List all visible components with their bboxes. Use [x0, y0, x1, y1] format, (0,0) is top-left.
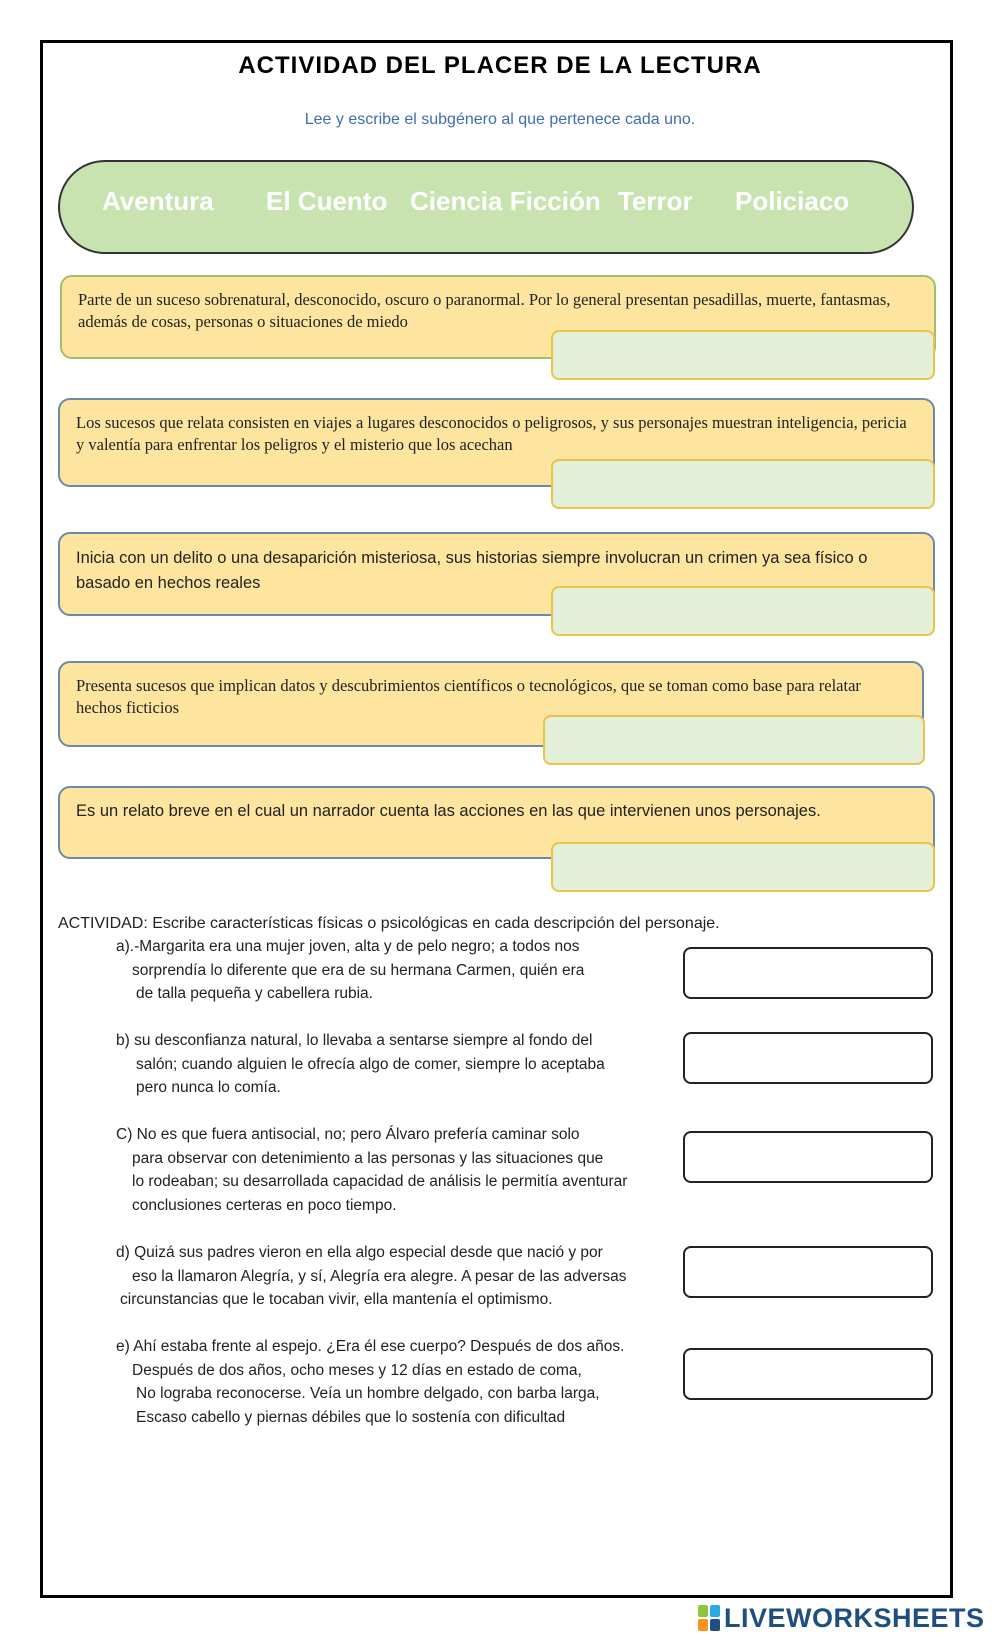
character-e-line-1: e) Ahí estaba frente al espejo. ¿Era él ese cuerpo? Después de dos años. [116, 1338, 625, 1355]
liveworksheets-logo-icon [698, 1605, 720, 1631]
genre-answer-field-1[interactable] [551, 330, 935, 380]
genre-aventura: Aventura [102, 186, 214, 216]
character-e-line-2: Después de dos años, ocho meses y 12 días en estado de coma, [132, 1361, 582, 1379]
genre-terror: Terror [618, 186, 693, 216]
character-description-d [116, 1241, 627, 1312]
character-c-line-2: para observar con detenimiento a las personas y las situaciones que [132, 1149, 604, 1167]
description-text-3: Inicia con un delito o una desaparición misteriosa, sus historias siempre involucran un crimen ya sea físico o basado en hechos reales [76, 549, 868, 592]
character-c-line-1: C) No es que fuera antisocial, no; pero Álvaro prefería caminar solo [116, 1126, 580, 1143]
description-text-1: Parte de un suceso sobrenatural, desconocido, oscuro o paranormal. Por lo general presentan pesadillas, muerte, fantasmas, además de cosas, personas o situaciones de miedo [78, 290, 891, 331]
character-answer-field-d[interactable] [683, 1246, 933, 1298]
character-description-a [116, 935, 584, 1006]
instruction-text: Lee y escribe el subgénero al que pertenece cada uno. [304, 111, 696, 128]
genre-answer-field-5[interactable] [551, 842, 935, 892]
page-title: ACTIVIDAD DEL PLACER DE LA LECTURA [238, 52, 762, 79]
character-d-line-1: d) Quizá sus padres vieron en ella algo especial desde que nació y por [116, 1244, 603, 1261]
character-c-line-4: conclusiones certeras en poco tiempo. [132, 1196, 397, 1214]
character-d-line-3: circunstancias que le tocaban vivir, ella mantenía el optimismo. [120, 1291, 553, 1308]
genre-el-cuento: El Cuento [266, 186, 388, 216]
liveworksheets-brand: LIVEWORKSHEETS [724, 1602, 985, 1633]
character-c-line-3: lo rodeaban; su desarrollada capacidad de análisis le permitía aventurar [132, 1173, 628, 1190]
character-a-line-1: a).-Margarita era una mujer joven, alta y de pelo negro; a todos nos [116, 938, 580, 955]
description-text-4: Presenta sucesos que implican datos y descubrimientos científicos o tecnológicos, que se toman como base para relatar hechos ficticios [76, 676, 861, 717]
genre-answer-field-3[interactable] [551, 586, 935, 636]
character-description-c [116, 1123, 627, 1217]
character-e-line-3: No lograba reconocerse. Veía un hombre delgado, con barba larga, [136, 1385, 600, 1402]
character-b-line-3: pero nunca lo comía. [136, 1079, 281, 1096]
character-answer-field-a[interactable] [683, 947, 933, 999]
character-description-b [116, 1029, 605, 1100]
character-answer-field-b[interactable] [683, 1032, 933, 1084]
character-a-line-2: sorprendía lo diferente que era de su hermana Carmen, quién era [132, 961, 585, 979]
liveworksheets-logo [698, 1602, 985, 1634]
activity-heading: ACTIVIDAD: Escribe características físicas o psicológicas en cada descripción del personaje. [58, 915, 720, 932]
genre-answer-field-4[interactable] [543, 715, 925, 765]
character-e-line-4: Escaso cabello y piernas débiles que lo sostenía con dificultad [136, 1408, 566, 1426]
character-d-line-2: eso la llamaron Alegría, y sí, Alegría era alegre. A pesar de las adversas [132, 1267, 627, 1285]
character-answer-field-c[interactable] [683, 1131, 933, 1183]
character-b-line-1: b) su desconfianza natural, lo llevaba a sentarse siempre al fondo del [116, 1032, 593, 1049]
genre-answer-field-2[interactable] [551, 459, 935, 509]
character-description-e [116, 1335, 624, 1429]
genre-policiaco: Policiaco [735, 186, 850, 216]
character-b-line-2: salón; cuando alguien le ofrecía algo de comer, siempre lo aceptaba [136, 1055, 605, 1073]
genre-word-bank [58, 160, 914, 254]
character-a-line-3: de talla pequeña y cabellera rubia. [136, 985, 373, 1002]
character-answer-field-e[interactable] [683, 1348, 933, 1400]
genre-ciencia-ficcion: Ciencia Ficción [410, 186, 601, 216]
description-text-2: Los sucesos que relata consisten en viajes a lugares desconocidos o peligrosos, y sus personajes muestran inteligencia, pericia y valentía para enfrentar los peligros y el misterio que los acechan [76, 413, 907, 454]
description-text-5: Es un relato breve en el cual un narrador cuenta las acciones en las que intervienen unos personajes. [76, 802, 821, 820]
